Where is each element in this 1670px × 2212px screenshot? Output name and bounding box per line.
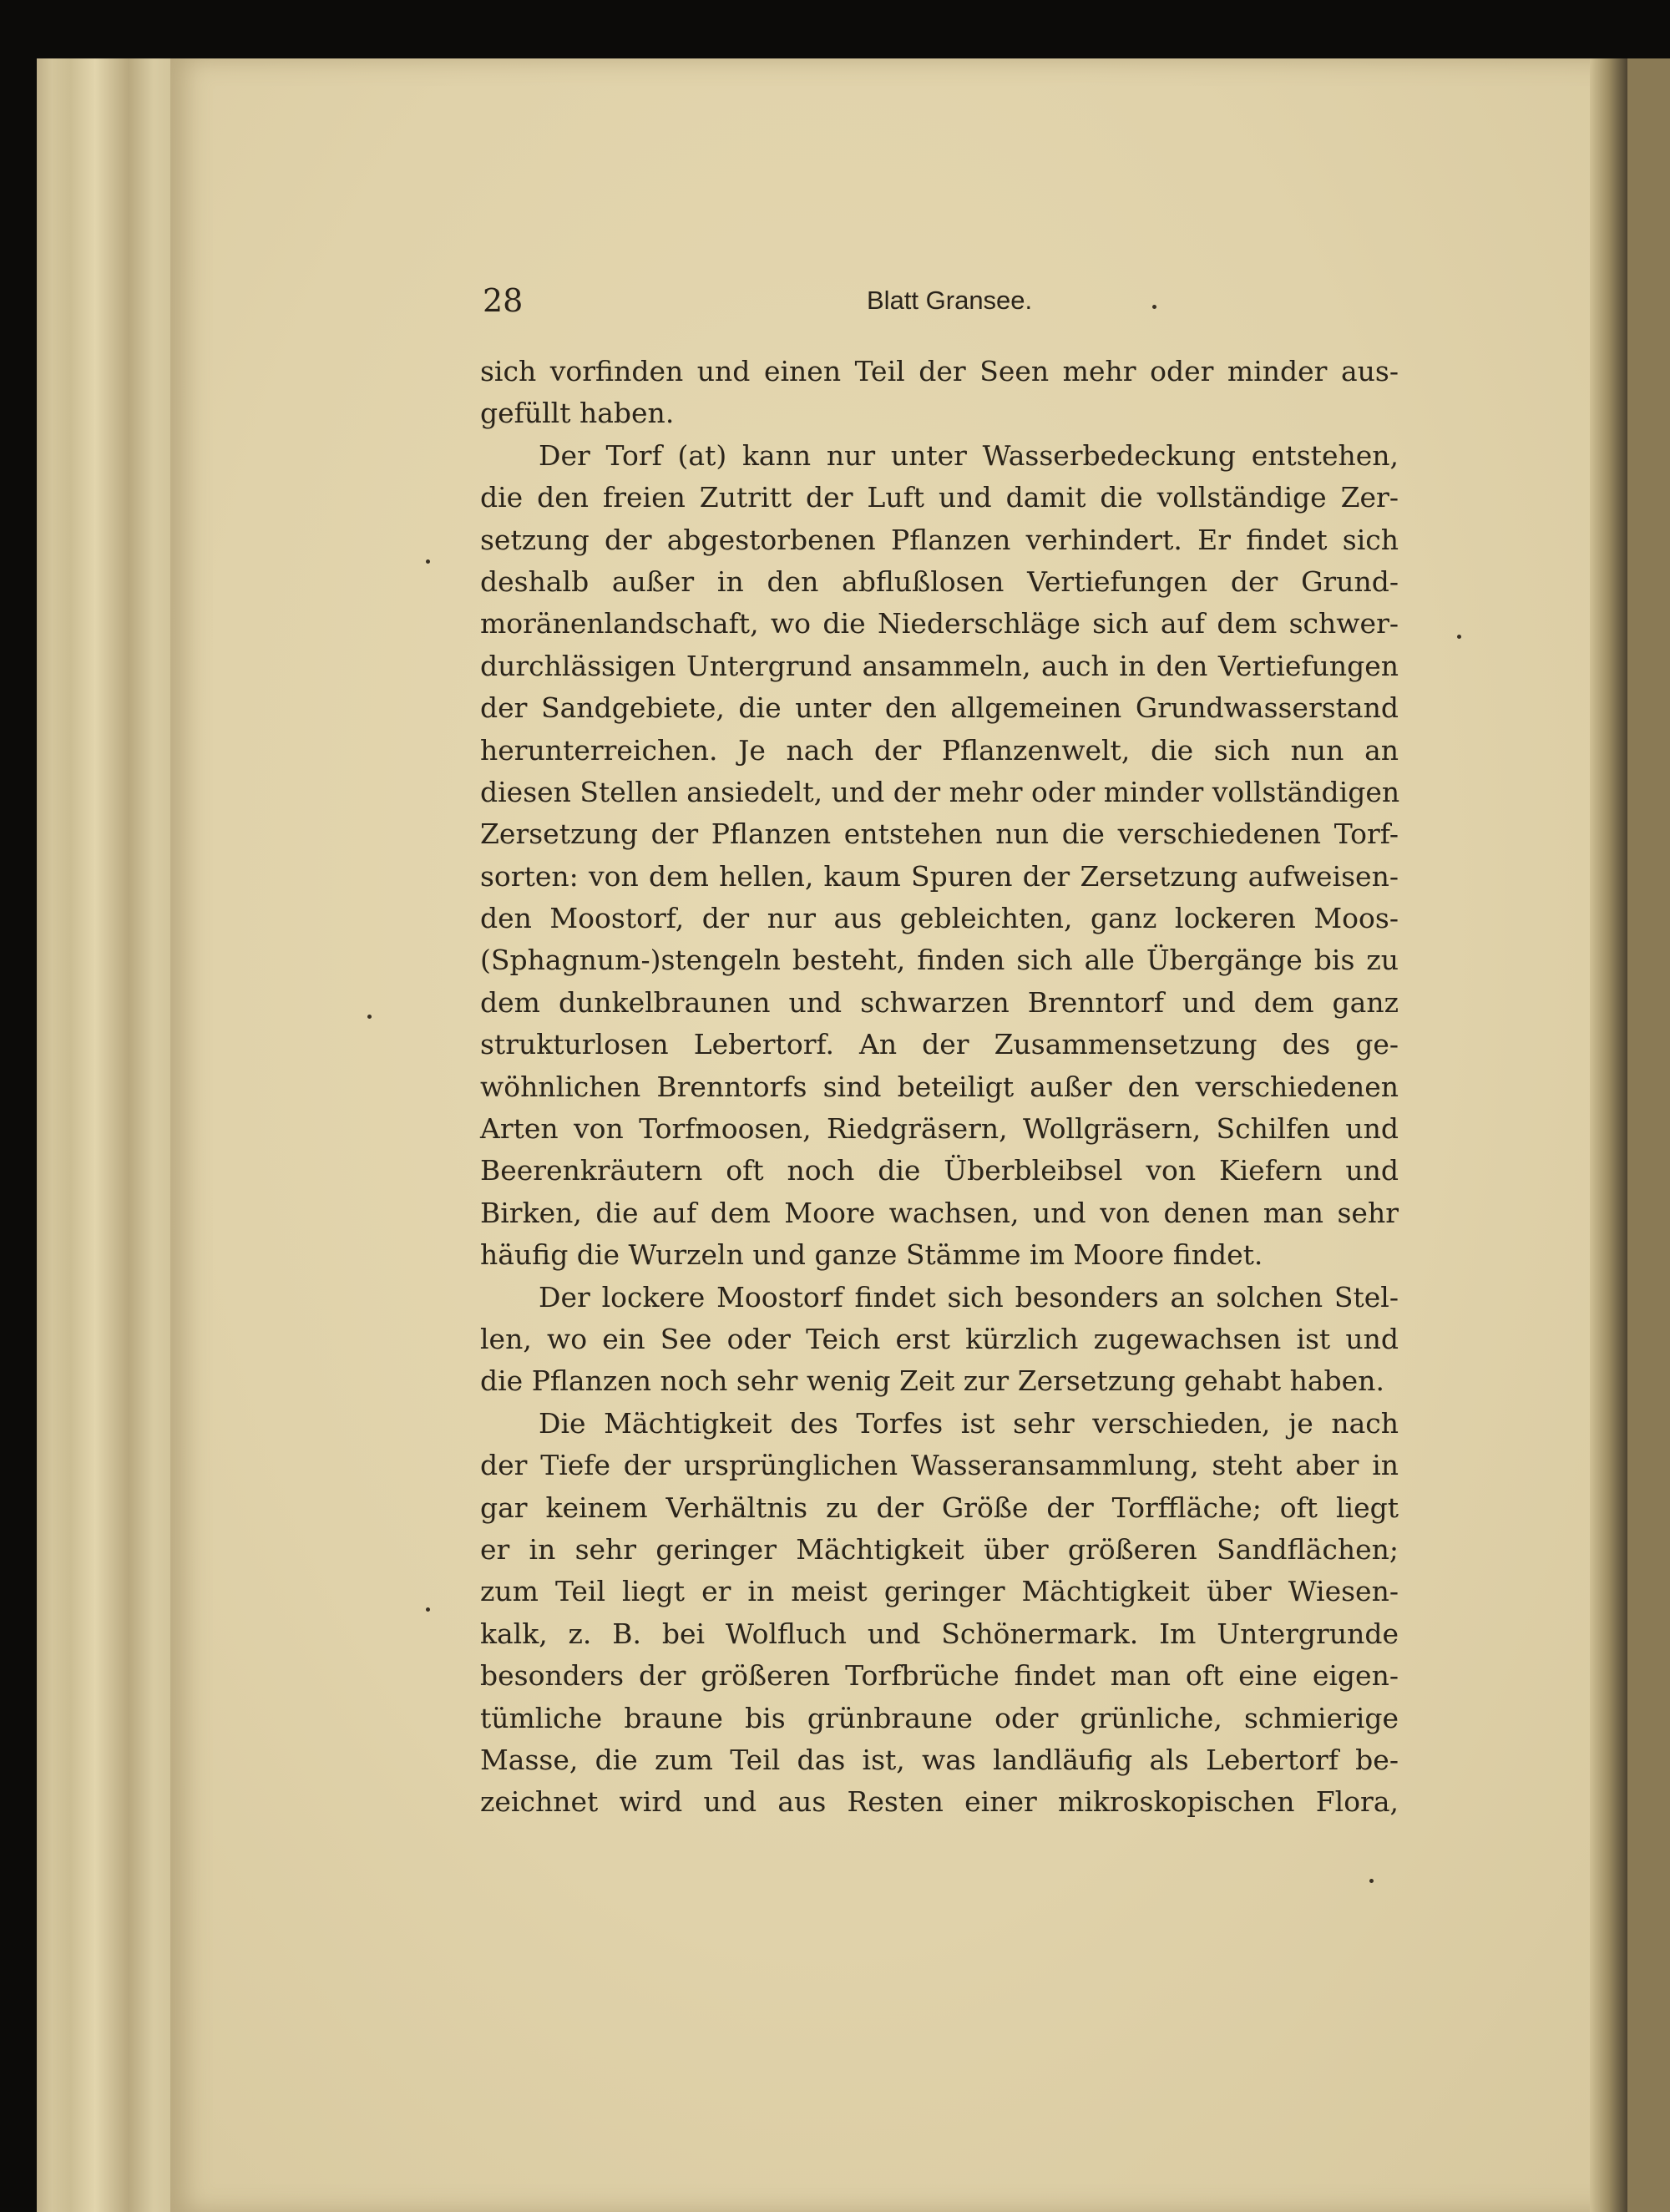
text-line: zum Teil liegt er in meist geringer Mächtigkeit über Wiesen- <box>480 1575 1399 1608</box>
text-line: tümliche braune bis grünbraune oder grünliche, schmierige <box>480 1701 1399 1734</box>
text-line: herunterreichen. Je nach der Pflanzenwelt, die sich nun an <box>480 733 1399 767</box>
text-line: Zersetzung der Pflanzen entstehen nun die verschiedenen Torf- <box>480 817 1399 851</box>
text-line: len, wo ein See oder Teich erst kürzlich zugewachsen ist und <box>480 1322 1399 1355</box>
text-line: den Moostorf, der nur aus gebleichten, ganz lockeren Moos- <box>480 902 1399 935</box>
text-line: Arten von Torfmoosen, Riedgräsern, Wollgräsern, Schilfen und <box>480 1112 1399 1146</box>
text-line: dem dunkelbraunen und schwarzen Brenntorf und dem ganz <box>480 985 1399 1019</box>
page-number: 28 <box>483 282 524 319</box>
text-line: die Pflanzen noch sehr wenig Zeit zur Zersetzung gehabt haben. <box>480 1364 1384 1398</box>
paper-speck <box>1457 635 1461 639</box>
body-text <box>480 351 1399 1824</box>
text-line: der Sandgebiete, die unter den allgemeinen Grundwasserstand <box>480 691 1399 725</box>
text-line: häufig die Wurzeln und ganze Stämme im Moore findet. <box>480 1238 1263 1272</box>
text-line: zeichnet wird und aus Resten einer mikroskopischen Flora, <box>480 1785 1399 1819</box>
facing-page-edge <box>1627 58 1670 2212</box>
text-line: durchlässigen Untergrund ansammeln, auch in den Vertiefungen <box>480 649 1399 682</box>
paper-speck <box>367 1015 372 1019</box>
text-line: gefüllt haben. <box>480 397 675 430</box>
text-line: wöhnlichen Brenntorfs sind beteiligt außer den verschiedenen <box>480 1070 1399 1103</box>
text-line: kalk, z. B. bei Wolfluch und Schönermark. Im Untergrunde <box>480 1617 1399 1650</box>
paper-speck <box>1152 305 1156 309</box>
text-line: Der Torf (at) kann nur unter Wasserbedeckung entstehen, <box>539 438 1399 472</box>
paper-speck <box>426 1607 430 1612</box>
text-line: strukturlosen Lebertorf. An der Zusammensetzung des ge- <box>480 1028 1399 1061</box>
text-line: Die Mächtigkeit des Torfes ist sehr verschieden, je nach <box>539 1406 1399 1440</box>
text-line: Masse, die zum Teil das ist, was landläufig als Lebertorf be- <box>480 1743 1399 1776</box>
text-line: die den freien Zutritt der Luft und damit die vollständige Zer- <box>480 481 1399 514</box>
text-line: sich vorfinden und einen Teil der Seen mehr oder minder aus- <box>480 355 1399 387</box>
page-edges <box>37 58 183 2212</box>
text-line: er in sehr geringer Mächtigkeit über größeren Sandflächen; <box>480 1532 1399 1566</box>
text-line: diesen Stellen ansiedelt, und der mehr oder minder vollständigen <box>480 775 1400 808</box>
text-line: besonders der größeren Torfbrüche findet man oft eine eigen- <box>480 1659 1399 1693</box>
text-line: Der lockere Moostorf findet sich besonders an solchen Stel- <box>539 1280 1399 1314</box>
text-line: Birken, die auf dem Moore wachsen, und von denen man sehr <box>480 1196 1399 1229</box>
text-line: sorten: von dem hellen, kaum Spuren der Zersetzung aufweisen- <box>480 859 1399 893</box>
text-line: Beerenkräutern oft noch die Überbleibsel von Kiefern und <box>480 1154 1399 1187</box>
text-line: gar keinem Verhältnis zu der Größe der Torffläche; oft liegt <box>480 1491 1399 1524</box>
text-line: deshalb außer in den abflußlosen Vertiefungen der Grund- <box>480 564 1399 598</box>
paper-speck <box>1369 1879 1374 1883</box>
text-line: der Tiefe der ursprünglichen Wasseransammlung, steht aber in <box>480 1449 1399 1482</box>
text-line: setzung der abgestorbenen Pflanzen verhindert. Er findet sich <box>480 523 1399 556</box>
text-line: (Sphagnum-)stengeln besteht, finden sich alle Übergänge bis zu <box>480 944 1399 977</box>
paper-speck <box>426 559 430 564</box>
text-line: moränenlandschaft, wo die Niederschläge sich auf dem schwer- <box>480 607 1399 640</box>
running-title: Blatt Gransee. <box>867 286 1033 315</box>
book-gutter <box>1590 58 1632 2212</box>
running-header <box>483 282 1409 324</box>
